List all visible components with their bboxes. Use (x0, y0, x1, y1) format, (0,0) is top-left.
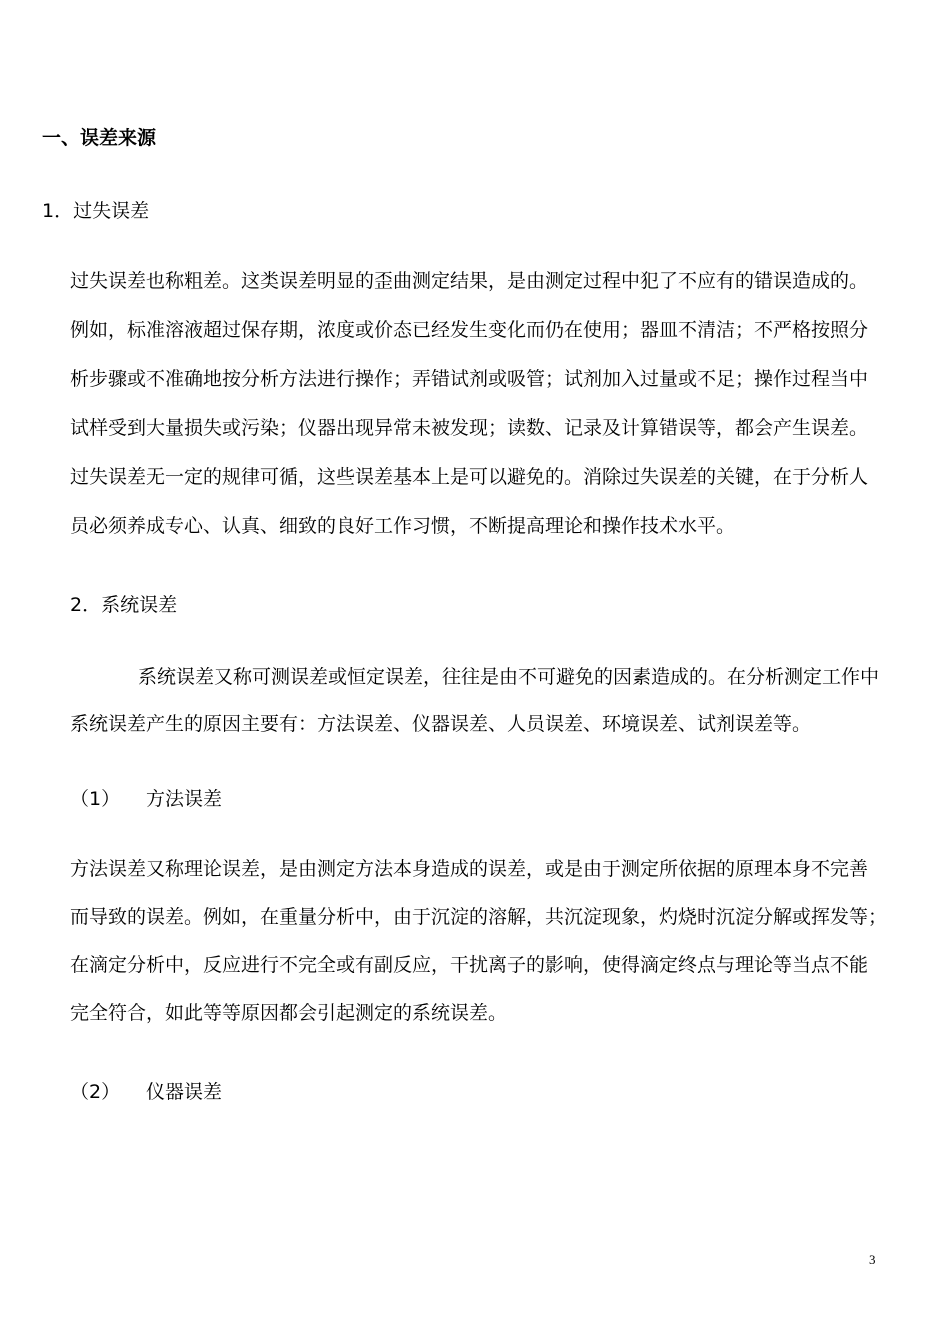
paragraph-line: 试样受到大量损失或污染；仪器出现异常未被发现；读数、记录及计算错误等，都会产生误差。 (70, 417, 869, 439)
paragraph-line: 员必须养成专心、认真、细致的良好工作习惯，不断提高理论和操作技术水平。 (70, 515, 736, 537)
paragraph-line: 完全符合，如此等等原因都会引起测定的系统误差。 (70, 1002, 508, 1024)
paragraph-line: 析步骤或不准确地按分析方法进行操作；弄错试剂或吸管；试剂加入过量或不足；操作过程当中 (70, 368, 869, 390)
paragraph-line: 系统误差产生的原因主要有：方法误差、仪器误差、人员误差、环境误差、试剂误差等。 (70, 713, 812, 735)
paragraph-line: 过失误差无一定的规律可循，这些误差基本上是可以避免的。消除过失误差的关键，在于分析人 (70, 466, 869, 488)
paragraph-line: 在滴定分析中，反应进行不完全或有副反应，干扰离子的影响，使得滴定终点与理论等当点不能 (70, 954, 869, 976)
paragraph-method-error (70, 856, 888, 1048)
item-title-method-error: 方法误差 (146, 788, 223, 810)
page-number: 3 (869, 1252, 876, 1267)
paragraph-line: 例如，标准溶液超过保存期，浓度或价态已经发生变化而仍在使用；器皿不清洁；不严格按照分 (70, 319, 869, 341)
paragraph-gross-error (70, 268, 885, 562)
subsection-title-2: 2．系统误差 (70, 594, 178, 616)
paragraph-systematic-error (70, 664, 885, 758)
paragraph-line: 系统误差又称可测误差或恒定误差，往往是由不可避免的因素造成的。在分析测定工作中 (138, 666, 880, 688)
paragraph-line: 而导致的误差。例如，在重量分析中，由于沉淀的溶解，共沉淀现象，灼烧时沉淀分解或挥发等； (70, 906, 888, 928)
section-heading: 一、误差来源 (42, 127, 157, 149)
item-number-2: （2） (70, 1081, 121, 1103)
item-title-instrument-error: 仪器误差 (146, 1081, 223, 1103)
subsection-title-1: 1．过失误差 (42, 200, 150, 222)
paragraph-line: 过失误差也称粗差。这类误差明显的歪曲测定结果，是由测定过程中犯了不应有的错误造成的。 (70, 270, 869, 292)
item-number-1: （1） (70, 788, 121, 810)
paragraph-line: 方法误差又称理论误差，是由测定方法本身造成的误差，或是由于测定所依据的原理本身不完善 (70, 858, 869, 880)
